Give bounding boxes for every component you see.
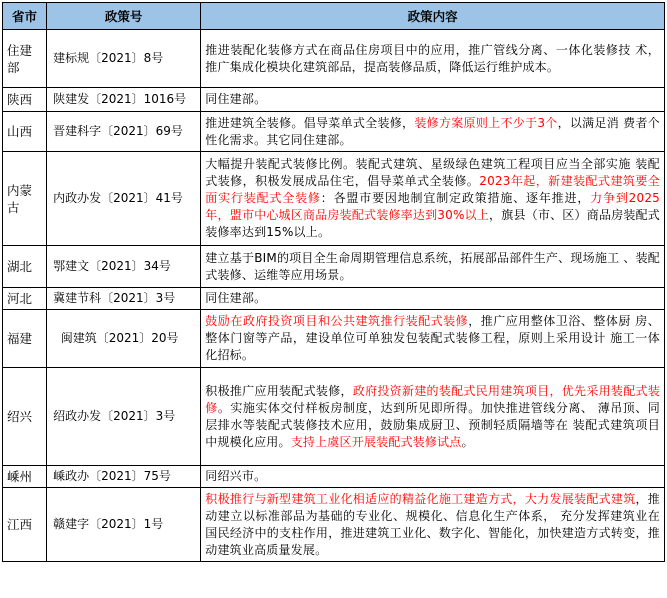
policy-number-cell: 冀建节科〔2021〕3号 <box>47 288 201 310</box>
policy-number-cell: 陕建发〔2021〕1016号 <box>47 88 201 112</box>
policy-number-cell: 赣建字〔2021〕1号 <box>47 488 201 562</box>
highlighted-text: 支持上虞区开展装配式装修试点 <box>290 434 462 449</box>
content-text: 同住建部。 <box>205 291 267 305</box>
policy-number-cell: 绍政办发〔2021〕3号 <box>47 368 201 466</box>
content-text: 同绍兴市。 <box>205 469 267 483</box>
table-row <box>3 310 665 368</box>
content-text: 。实施实体交付样板房制度，达到所见即所得。加快推进管线分离、 薄吊顶、同层排水等装配式装修技术应用，鼓励集成厨卫、预制轻质隔墙等在 装配式建筑项目中规模化应用。 <box>205 400 660 449</box>
policy-content-cell <box>201 88 665 112</box>
policy-content-cell <box>201 30 665 88</box>
content-text: ，旗县（市、区）商品房装配式装修率达到15%以上。 <box>205 208 660 239</box>
policy-content-cell <box>201 488 665 562</box>
content-text: ，以满足消 费者个性化需求。其它同住建部。 <box>205 115 660 147</box>
table-header-row <box>3 3 665 30</box>
highlighted-text: 力争到2025年，盟市中心城区商品房装配式装修率达到30%以上 <box>205 191 660 222</box>
province-cell: 住建部 <box>3 30 47 88</box>
policy-content-cell <box>201 466 665 488</box>
policy-number-cell: 嵊政办〔2021〕75号 <box>47 466 201 488</box>
table-row <box>3 246 665 288</box>
policy-table <box>2 2 665 562</box>
province-cell: 江西 <box>3 488 47 562</box>
table-row <box>3 112 665 152</box>
highlighted-text: 积极推行与新型建筑工业化相适应的精益化施工建造方式，大力发展装配式建筑 <box>205 491 636 506</box>
province-cell: 内蒙古 <box>3 152 47 246</box>
table-row <box>3 368 665 466</box>
province-cell: 河北 <box>3 288 47 310</box>
policy-content-cell <box>201 246 665 288</box>
content-text: ，推动建立以标准部品为基础的专业化、规模化、信息化生产体系， 充分发挥建筑业在国民经济中的支柱作用，推进建筑工业化、数字化、智能化，加快建造方式转变，推动建筑业高质量发展。 <box>205 491 660 557</box>
policy-number-cell: 内政办发〔2021〕41号 <box>47 152 201 246</box>
policy-content-cell <box>201 310 665 368</box>
content-text: 推进装配化装修方式在商品住房项目中的应用，推广管线分离、一体化装修技 术，推广集成化模块化建筑部品，提高装修品质，降低运行维护成本。 <box>205 42 660 74</box>
content-text: ：各盟市要因地制宜制定政策措施、逐年推进， <box>320 191 591 205</box>
table-row <box>3 152 665 246</box>
table-row <box>3 488 665 562</box>
province-cell: 福建 <box>3 310 47 368</box>
content-text: 同住建部。 <box>205 92 267 106</box>
policy-content-cell <box>201 288 665 310</box>
highlighted-text: 政府投资新建的装配式民用建筑项目，优先采用装配式装修 <box>205 383 660 415</box>
content-text: 积极推广应用装配式装修， <box>205 383 353 398</box>
highlighted-text: 鼓励在政府投资项目和公共建筑推行装配式装修 <box>205 314 469 328</box>
content-text: 建立基于BIM的项目全生命周期管理信息系统，拓展部品部件生产、现场施工 、装配式装修、运维等应用场景。 <box>205 250 660 282</box>
table-row <box>3 288 665 310</box>
header-policy-number: 政策号 <box>47 3 201 30</box>
table-row <box>3 88 665 112</box>
header-policy-content: 政策内容 <box>201 3 665 30</box>
policy-number-cell: 晋建科字〔2021〕69号 <box>47 112 201 152</box>
province-cell: 湖北 <box>3 246 47 288</box>
content-text: 推进建筑全装修。倡导菜单式全装修， <box>205 115 415 130</box>
policy-content-cell <box>201 112 665 152</box>
province-cell: 山西 <box>3 112 47 152</box>
province-cell: 绍兴 <box>3 368 47 466</box>
header-province: 省市 <box>3 3 47 30</box>
province-cell: 陕西 <box>3 88 47 112</box>
table-row <box>3 30 665 88</box>
highlighted-text: 2023年起，新建装配式建筑要全面实行装配式全装修 <box>205 174 660 205</box>
policy-number-cell: 建标规〔2021〕8号 <box>47 30 201 88</box>
content-text: 。 <box>461 434 474 449</box>
highlighted-text: 装修方案原则上不少于3个 <box>414 115 558 130</box>
content-text: ，推广应用整体卫浴、整体厨 房、整体门窗等产品，建设单位可单独发包装配式装修工程，原则上采用设计 施工一体化招标。 <box>205 314 660 362</box>
content-text: 大幅提升装配式装修比例。装配式建筑、星级绿色建筑工程项目应当全部实施 装配式装修，积极发展成品住宅，倡导菜单式全装修。 <box>205 157 660 188</box>
policy-content-cell <box>201 152 665 246</box>
policy-number-cell: 鄂建文〔2021〕34号 <box>47 246 201 288</box>
table-row <box>3 466 665 488</box>
policy-number-cell: 闽建筑〔2021〕20号 <box>47 310 201 368</box>
policy-content-cell <box>201 368 665 466</box>
province-cell: 嵊州 <box>3 466 47 488</box>
